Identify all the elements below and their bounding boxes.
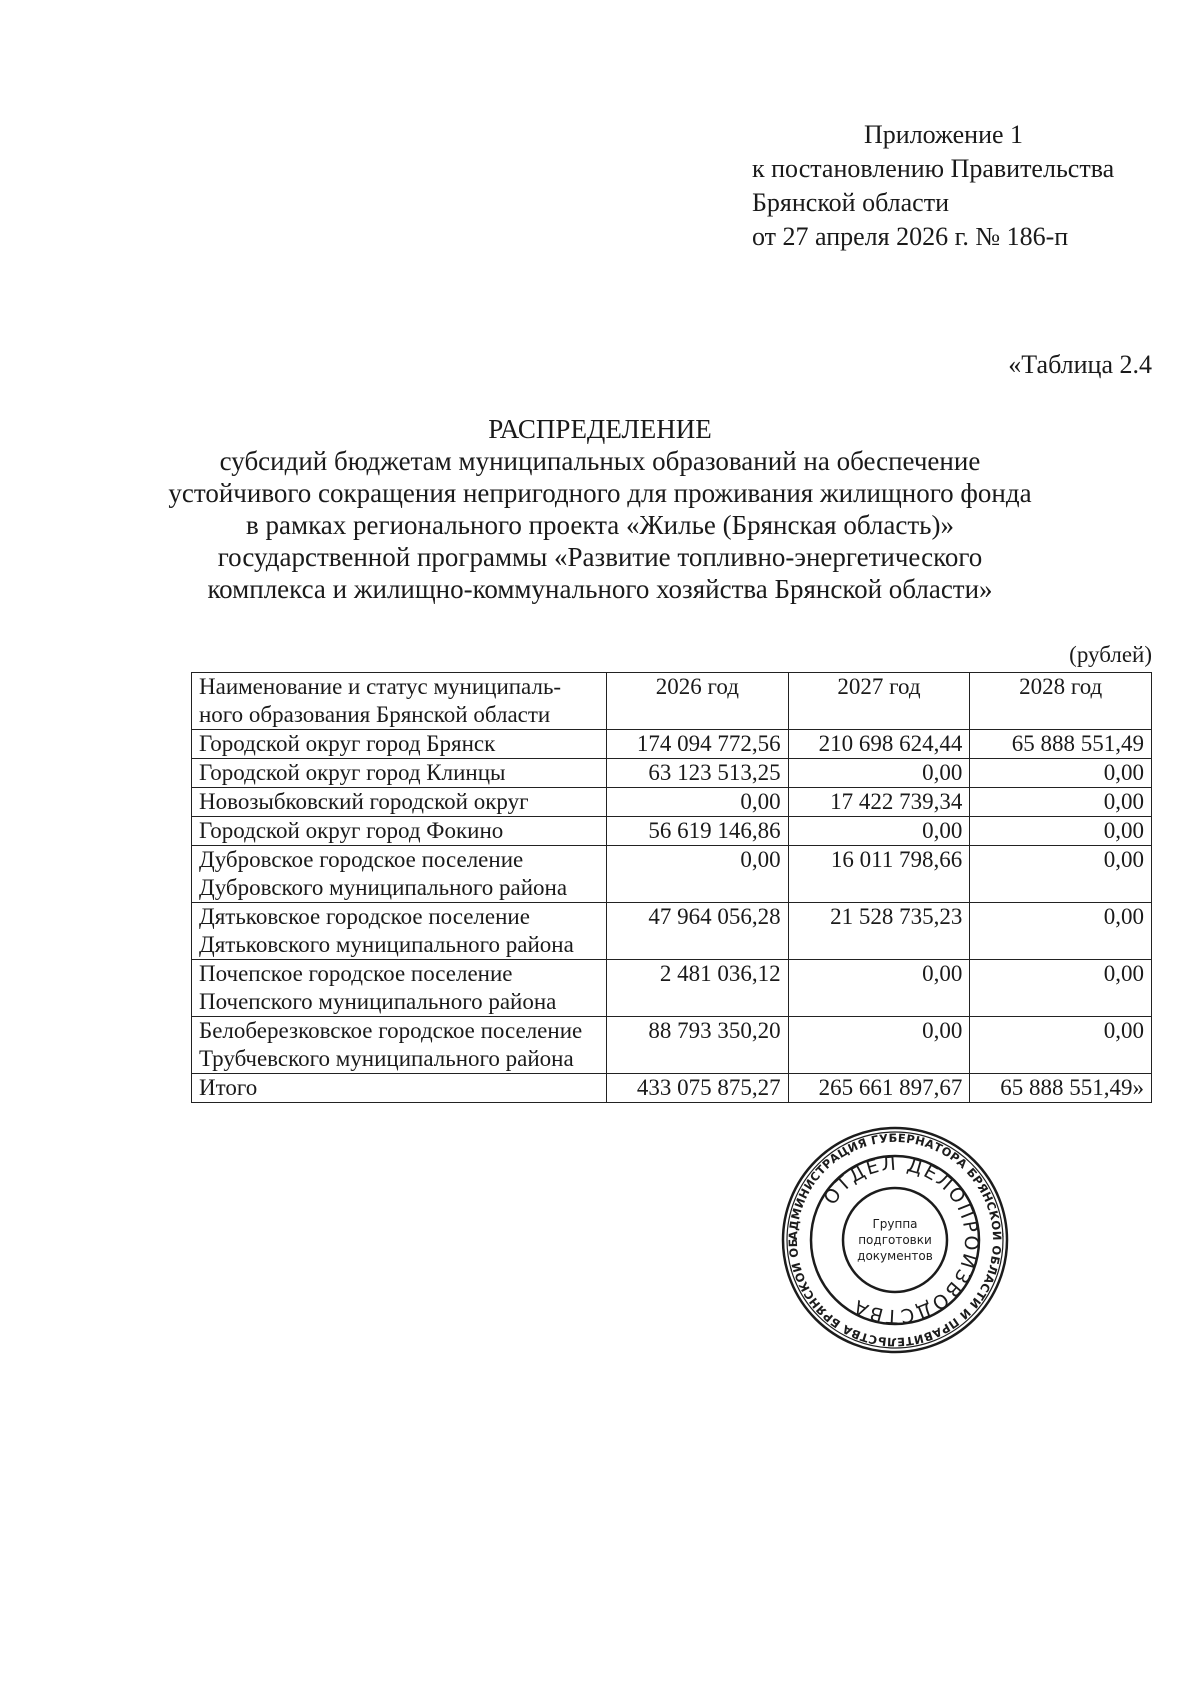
row-value-2027: 17 422 739,34 bbox=[788, 788, 970, 817]
header-2027: 2027 год bbox=[788, 673, 970, 730]
row-name bbox=[192, 788, 607, 817]
header-2028: 2028 год bbox=[970, 673, 1152, 730]
total-value-2028: 65 888 551,49» bbox=[970, 1074, 1152, 1103]
document-subtitle bbox=[40, 445, 1160, 605]
total-value-2027: 265 661 897,67 bbox=[788, 1074, 970, 1103]
table-header-row bbox=[192, 673, 1152, 730]
appendix-date-number: от 27 апреля 2026 г. № 186-п bbox=[752, 222, 1069, 251]
header-2026: 2026 год bbox=[607, 673, 789, 730]
row-value-2026: 0,00 bbox=[607, 788, 789, 817]
row-value-2027: 21 528 735,23 bbox=[788, 903, 970, 960]
stamp-center-line: подготовки bbox=[858, 1233, 932, 1247]
row-value-2026: 63 123 513,25 bbox=[607, 759, 789, 788]
row-name-line: Дубровское городское поселение bbox=[199, 847, 524, 872]
subtitle-line: государственной программы «Развитие топливно-энергетического bbox=[217, 542, 983, 572]
header-name-line: ного образования Брянской области bbox=[199, 702, 551, 727]
row-name-line: Почепское городское поселение bbox=[199, 961, 513, 986]
units-label: (рублей) bbox=[1069, 642, 1152, 667]
table-row bbox=[192, 903, 1152, 960]
subtitle-line: субсидий бюджетам муниципальных образований на обеспечение bbox=[219, 446, 981, 476]
row-value-2027: 0,00 bbox=[788, 817, 970, 846]
row-value-2028: 0,00 bbox=[970, 903, 1152, 960]
row-value-2027: 0,00 bbox=[788, 759, 970, 788]
appendix-number: Приложение 1 bbox=[864, 120, 1024, 149]
row-value-2028: 0,00 bbox=[970, 846, 1152, 903]
table-row bbox=[192, 817, 1152, 846]
table-row bbox=[192, 759, 1152, 788]
row-name-line: Новозыбковский городской округ bbox=[199, 789, 529, 814]
row-value-2028: 0,00 bbox=[970, 960, 1152, 1017]
row-name bbox=[192, 759, 607, 788]
header-name-line: Наименование и статус муниципаль- bbox=[199, 674, 562, 699]
table-total-row bbox=[192, 1074, 1152, 1103]
header-name bbox=[192, 673, 607, 730]
subtitle-line: устойчивого сокращения непригодного для проживания жилищного фонда bbox=[168, 478, 1032, 508]
row-value-2026: 0,00 bbox=[607, 846, 789, 903]
row-value-2027: 0,00 bbox=[788, 960, 970, 1017]
row-name-line: Дятьковского муниципального района bbox=[199, 932, 574, 957]
table-row bbox=[192, 788, 1152, 817]
row-value-2026: 174 094 772,56 bbox=[607, 730, 789, 759]
stamp-center-line: документов bbox=[857, 1249, 933, 1263]
row-value-2026: 88 793 350,20 bbox=[607, 1017, 789, 1074]
row-name bbox=[192, 960, 607, 1017]
row-value-2026: 56 619 146,86 bbox=[607, 817, 789, 846]
row-name-line: Городской округ город Брянск bbox=[199, 731, 496, 756]
row-value-2028: 0,00 bbox=[970, 759, 1152, 788]
row-name-line: Трубчевского муниципального района bbox=[199, 1046, 574, 1071]
row-name-line: Городской округ город Фокино bbox=[199, 818, 504, 843]
row-value-2027: 210 698 624,44 bbox=[788, 730, 970, 759]
row-name bbox=[192, 903, 607, 960]
row-name-line: Дубровского муниципального района bbox=[199, 875, 568, 900]
row-name bbox=[192, 730, 607, 759]
table-reference: «Таблица 2.4 bbox=[1008, 350, 1152, 379]
row-value-2027: 16 011 798,66 bbox=[788, 846, 970, 903]
stamp-center-line: Группа bbox=[872, 1217, 918, 1231]
subtitle-line: в рамках регионального проекта «Жилье (Брянская область)» bbox=[246, 510, 954, 540]
stamp-inner-text: ОТДЕЛ ДЕЛОПРОИЗВОДСТВА bbox=[819, 1152, 983, 1328]
row-name bbox=[192, 846, 607, 903]
row-name-line: Дятьковское городское поселение bbox=[199, 904, 530, 929]
stamp-seal-icon bbox=[780, 1125, 1010, 1355]
row-value-2028: 0,00 bbox=[970, 817, 1152, 846]
row-name-line: Городской округ город Клинцы bbox=[199, 760, 506, 785]
row-name bbox=[192, 1017, 607, 1074]
row-value-2026: 2 481 036,12 bbox=[607, 960, 789, 1017]
distribution-table bbox=[191, 672, 1152, 1103]
table-row bbox=[192, 1017, 1152, 1074]
official-stamp bbox=[780, 1125, 1010, 1355]
row-value-2028: 0,00 bbox=[970, 788, 1152, 817]
document-title: РАСПРЕДЕЛЕНИЕ bbox=[488, 414, 712, 444]
stamp-outer-text: АДМИНИСТРАЦИЯ ГУБЕРНАТОРА БРЯНСКОЙ ОБЛАСТИ И ПРАВИТЕЛЬСТВА БРЯНСКОЙ ОБ bbox=[785, 1130, 1005, 1350]
row-name-line: Белоберезковское городское поселение bbox=[199, 1018, 583, 1043]
row-value-2027: 0,00 bbox=[788, 1017, 970, 1074]
total-label: Итого bbox=[192, 1074, 607, 1103]
appendix-region: Брянской области bbox=[752, 188, 949, 217]
row-name bbox=[192, 817, 607, 846]
row-value-2028: 65 888 551,49 bbox=[970, 730, 1152, 759]
appendix-header bbox=[752, 118, 1172, 254]
appendix-decree-ref: к постановлению Правительства bbox=[752, 154, 1115, 183]
subtitle-line: комплекса и жилищно-коммунального хозяйства Брянской области» bbox=[207, 574, 993, 604]
table-row bbox=[192, 846, 1152, 903]
document-title-block bbox=[40, 413, 1160, 605]
row-value-2026: 47 964 056,28 bbox=[607, 903, 789, 960]
total-value-2026: 433 075 875,27 bbox=[607, 1074, 789, 1103]
table-row bbox=[192, 960, 1152, 1017]
table-row bbox=[192, 730, 1152, 759]
row-value-2028: 0,00 bbox=[970, 1017, 1152, 1074]
row-name-line: Почепского муниципального района bbox=[199, 989, 557, 1014]
